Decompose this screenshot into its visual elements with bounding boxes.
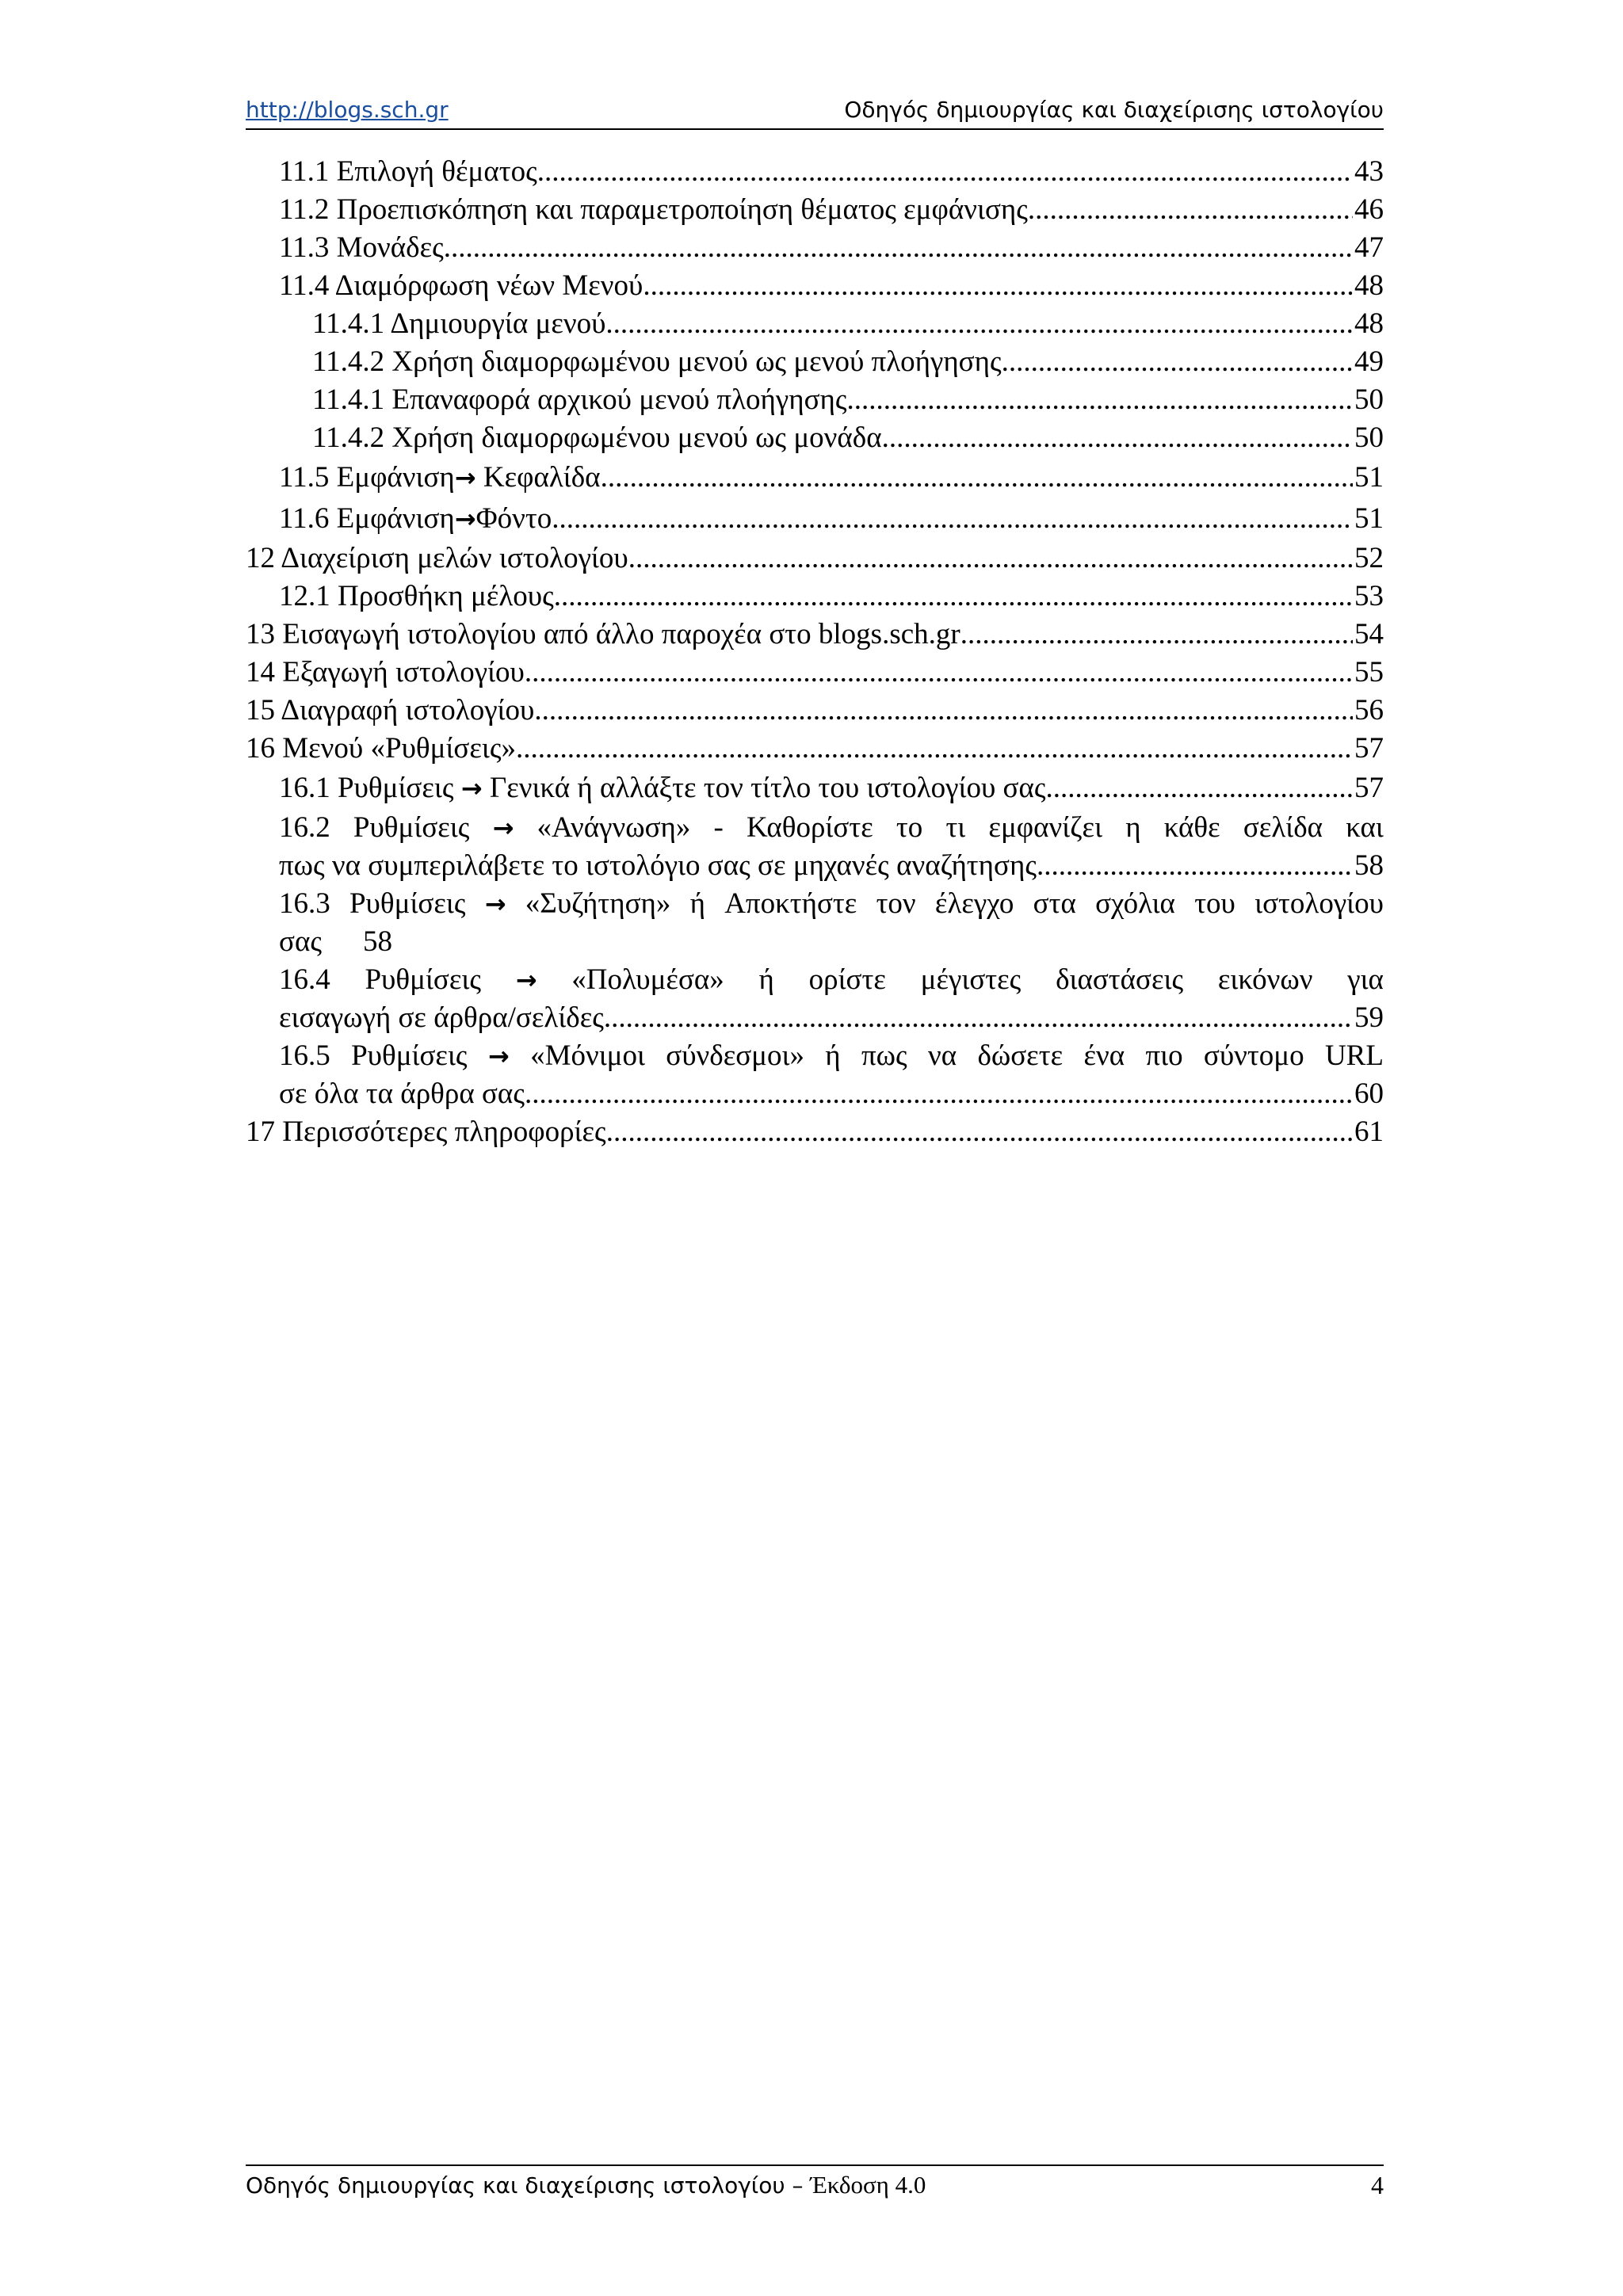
dot-leader [606, 1113, 1353, 1151]
dot-leader [1046, 768, 1353, 809]
dot-leader [516, 730, 1353, 768]
toc-entry-multiline[interactable] [246, 1037, 1384, 1113]
toc-entry[interactable] [246, 419, 1384, 457]
toc-word: ή [825, 1039, 841, 1072]
toc-entry[interactable] [246, 540, 1384, 578]
toc-entry-page: 50 [1354, 421, 1384, 454]
toc-word: «Μόνιμοι [530, 1039, 645, 1072]
toc-entry-title: 11.4.1 Επαναφορά αρχικού μενού πλοήγησης [312, 383, 847, 416]
toc-entry-multiline[interactable] [246, 885, 1384, 961]
toc-word: εμφανίζει [988, 811, 1103, 844]
toc-word: 16.4 [279, 963, 330, 996]
dot-leader [552, 498, 1353, 540]
toc-word: εικόνων [1217, 963, 1313, 996]
toc-entry-title-part: Γενικά ή αλλάξτε τον τίτλο του ιστολογίου σας [482, 772, 1046, 804]
toc-entry-title: σας [279, 925, 322, 958]
toc-word: πιο [1145, 1039, 1183, 1072]
toc-word: πως [861, 1039, 907, 1072]
toc-entry-title: 11.4.2 Χρήση διαμορφωμένου μενού ως μονάδα [312, 421, 882, 454]
toc-entry-page: 59 [1354, 1001, 1384, 1034]
table-of-contents [246, 153, 1384, 1151]
toc-entry[interactable] [246, 578, 1384, 616]
toc-word: 16.5 [279, 1039, 330, 1072]
toc-entry-page: 52 [1354, 542, 1384, 574]
footer-version: Έκδοση 4.0 [810, 2171, 926, 2199]
toc-word: σελίδα [1243, 811, 1323, 844]
toc-entry-title-part: Κεφαλίδα [475, 461, 601, 494]
toc-entry-line1 [279, 885, 1384, 923]
toc-entry[interactable] [246, 153, 1384, 191]
toc-word: τον [876, 887, 916, 920]
toc-entry[interactable] [246, 616, 1384, 654]
header-title: Οδηγός δημιουργίας και διαχείρισης ιστολογίου [844, 97, 1384, 123]
toc-word: ένα [1083, 1039, 1125, 1072]
footer-title [246, 2172, 926, 2199]
toc-entry-page: 61 [1354, 1116, 1384, 1148]
toc-entry-page: 51 [1354, 502, 1384, 535]
arrow-right-icon: → [487, 1041, 510, 1071]
dot-leader [960, 616, 1353, 654]
toc-entry-line1 [279, 1037, 1384, 1075]
toc-entry-page: 47 [1354, 231, 1384, 264]
arrow-right-icon: → [460, 773, 483, 803]
toc-entry[interactable] [246, 229, 1384, 267]
toc-entry-title-part: 11.6 Εμφάνιση [279, 502, 455, 535]
toc-entry[interactable] [246, 730, 1384, 768]
toc-entry-title: 11.4.2 Χρήση διαμορφωμένου μενού ως μενού πλοήγησης [312, 345, 1002, 378]
toc-entry[interactable] [246, 1113, 1384, 1151]
toc-word: διαστάσεις [1056, 963, 1184, 996]
toc-entry-title: 11.1 Επιλογή θέματος [279, 155, 537, 188]
toc-entry-title: 11.2 Προεπισκόπηση και παραμετροποίηση θέματος εμφάνισης [279, 193, 1028, 226]
toc-word: του [1194, 887, 1235, 920]
toc-word: μέγιστες [920, 963, 1022, 996]
toc-entry[interactable] [246, 267, 1384, 305]
toc-word: σύντομο [1203, 1039, 1304, 1072]
toc-word: Αποκτήστε [724, 887, 857, 920]
dot-leader [1002, 343, 1353, 381]
dot-leader [525, 654, 1353, 692]
toc-entry-page: 48 [1354, 307, 1384, 340]
toc-entry-title [279, 457, 601, 498]
toc-entry-title: 15 Διαγραφή ιστολογίου [246, 694, 535, 727]
dot-leader [604, 999, 1353, 1037]
toc-entry-page: 58 [1354, 849, 1384, 882]
toc-entry-page: 56 [1354, 694, 1384, 727]
toc-word: URL [1324, 1039, 1384, 1072]
toc-entry-title [279, 768, 1046, 809]
toc-entry-title: 12 Διαχείριση μελών ιστολογίου [246, 542, 628, 574]
dot-leader [444, 229, 1353, 267]
toc-entry-title [279, 498, 552, 540]
toc-entry[interactable] [246, 457, 1384, 498]
toc-word: ιστολογίου [1254, 887, 1384, 920]
toc-word: Ρυθμίσεις [349, 887, 466, 920]
toc-entry-line2 [279, 847, 1384, 885]
toc-entry-page: 55 [1354, 656, 1384, 688]
dot-leader [628, 540, 1353, 578]
toc-entry-title: 16 Μενού «Ρυθμίσεις» [246, 732, 516, 765]
toc-word: η [1125, 811, 1141, 844]
toc-word: και [1346, 811, 1384, 844]
toc-entry[interactable] [246, 692, 1384, 730]
toc-entry[interactable] [246, 343, 1384, 381]
toc-entry[interactable] [246, 498, 1384, 540]
toc-word: ορίστε [808, 963, 886, 996]
toc-word: - [713, 811, 724, 844]
arrow-right-icon: → [515, 965, 537, 995]
footer-title-text: Οδηγός δημιουργίας και διαχείρισης ιστολογίου – [246, 2172, 811, 2199]
toc-entry-title-part: 16.1 Ρυθμίσεις [279, 772, 461, 804]
toc-word: «Ανάγνωση» [537, 811, 691, 844]
toc-word: σχόλια [1095, 887, 1175, 920]
toc-entry-multiline[interactable] [246, 809, 1384, 885]
toc-word: ή [758, 963, 774, 996]
toc-entry-page: 43 [1354, 155, 1384, 188]
toc-entry-page: 48 [1354, 269, 1384, 302]
toc-entry-title: 17 Περισσότερες πληροφορίες [246, 1116, 606, 1148]
toc-word: τι [945, 811, 966, 844]
toc-entry-page: 46 [1354, 193, 1384, 226]
toc-word: σύνδεσμοι» [666, 1039, 804, 1072]
toc-entry-page: 50 [1354, 383, 1384, 416]
toc-word: ή [689, 887, 705, 920]
toc-entry-title: εισαγωγή σε άρθρα/σελίδες [279, 1001, 604, 1034]
toc-entry[interactable] [246, 191, 1384, 229]
toc-entry-line1 [279, 961, 1384, 999]
toc-entry-title: πως να συμπεριλάβετε το ιστολόγιο σας σε μηχανές αναζήτησης [279, 849, 1037, 882]
page-number: 4 [1371, 2171, 1384, 2199]
dot-leader [601, 457, 1353, 498]
toc-entry[interactable] [246, 305, 1384, 343]
dot-leader [1037, 847, 1353, 885]
toc-word: «Πολυμέσα» [571, 963, 724, 996]
toc-word: Ρυθμίσεις [353, 811, 470, 844]
toc-entry-page: 54 [1354, 618, 1384, 650]
toc-entry-title-part: 11.5 Εμφάνιση [279, 461, 455, 494]
toc-word: 16.3 [279, 887, 330, 920]
header-url-link[interactable]: http://blogs.sch.gr [246, 97, 449, 123]
toc-entry-multiline[interactable] [246, 961, 1384, 1037]
dot-leader [882, 419, 1353, 457]
dot-leader [605, 305, 1353, 343]
toc-entry-title: 14 Εξαγωγή ιστολογίου [246, 656, 525, 688]
dot-leader [847, 381, 1353, 419]
toc-entry-page: 49 [1354, 345, 1384, 378]
toc-entry-title: 11.3 Μονάδες [279, 231, 444, 264]
toc-entry-line2 [279, 923, 1384, 961]
toc-entry-title: 13 Εισαγωγή ιστολογίου από άλλο παροχέα στο blogs.sch.gr [246, 618, 960, 650]
toc-entry[interactable] [246, 768, 1384, 809]
toc-word: Ρυθμίσεις [365, 963, 481, 996]
arrow-right-icon: → [492, 813, 514, 843]
toc-entry-line1 [279, 809, 1384, 847]
toc-entry-page: 57 [1354, 732, 1384, 765]
toc-word: το [896, 811, 923, 844]
toc-entry-page: 58 [362, 925, 392, 958]
arrow-right-icon: → [454, 504, 476, 534]
dot-leader [534, 692, 1353, 730]
toc-entry-line2 [279, 999, 1384, 1037]
toc-word: στα [1033, 887, 1076, 920]
toc-word: κάθε [1163, 811, 1220, 844]
toc-word: Ρυθμίσεις [351, 1039, 468, 1072]
toc-entry-title: 11.4 Διαμόρφωση νέων Μενού [279, 269, 643, 302]
dot-leader [537, 153, 1353, 191]
toc-entry[interactable] [246, 381, 1384, 419]
toc-word: «Συζήτηση» [525, 887, 671, 920]
page-footer [246, 2164, 1384, 2199]
toc-entry-page: 60 [1354, 1077, 1384, 1110]
toc-word: να [928, 1039, 957, 1072]
toc-entry-page: 57 [1354, 772, 1384, 804]
dot-leader [554, 578, 1353, 616]
toc-entry-title: 12.1 Προσθήκη μέλους [279, 580, 554, 612]
arrow-right-icon: → [454, 463, 476, 493]
toc-entry-page: 51 [1354, 461, 1384, 494]
toc-entry-page: 53 [1354, 580, 1384, 612]
arrow-right-icon: → [484, 889, 506, 919]
dot-leader [643, 267, 1353, 305]
dot-leader [525, 1075, 1353, 1113]
toc-word: Καθορίστε [747, 811, 873, 844]
dot-leader [1028, 191, 1353, 229]
toc-word: 16.2 [279, 811, 330, 844]
page-header [246, 95, 1384, 130]
toc-word: για [1347, 963, 1384, 996]
toc-entry-line2 [279, 1075, 1384, 1113]
toc-entry-title-part: Φόντο [475, 502, 552, 535]
toc-word: δώσετε [977, 1039, 1064, 1072]
toc-entry-title: σε όλα τα άρθρα σας [279, 1077, 525, 1110]
toc-entry-title: 11.4.1 Δημιουργία μενού [312, 307, 606, 340]
toc-entry[interactable] [246, 654, 1384, 692]
toc-word: έλεγχο [934, 887, 1014, 920]
